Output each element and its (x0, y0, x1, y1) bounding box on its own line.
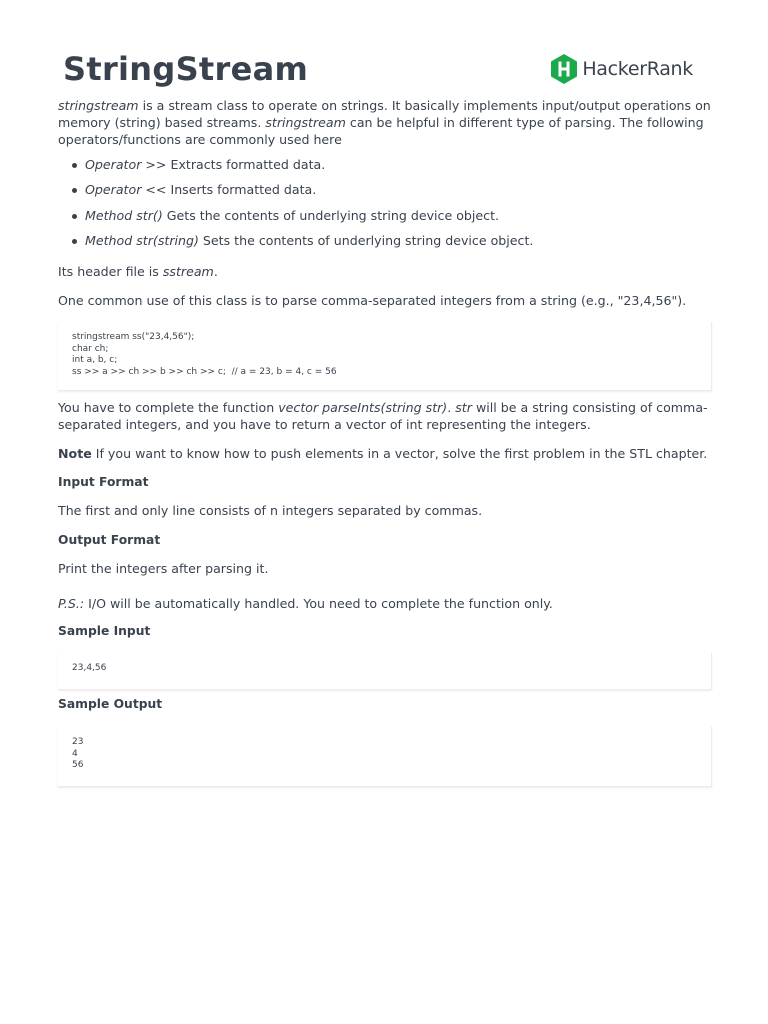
list-item-term: Method str() (85, 207, 163, 223)
output-format-text: Print the integers after parsing it. (58, 561, 269, 576)
intro-paragraph (58, 97, 711, 148)
intro-text-1: is a stream class to operate on strings. It basically implements input/output operations on memory (string) based streams. (58, 98, 711, 130)
task-function: vector parseInts(string str) (278, 400, 448, 415)
sample-input-heading: Sample Input (58, 624, 151, 638)
list-item-desc: Extracts formatted data. (166, 157, 326, 172)
list-item (85, 156, 711, 181)
task-text-2: . (447, 400, 456, 415)
logo-text: HackerRank (582, 58, 693, 80)
list-item-desc: Sets the contents of underlying string device object. (198, 232, 534, 248)
sample-output-code: 23 4 56 (58, 727, 712, 787)
list-item-term: Method str(string) (85, 232, 199, 248)
task-paragraph (58, 399, 711, 433)
hackerrank-logo[interactable] (549, 53, 693, 85)
list-item-desc: Inserts formatted data. (166, 182, 317, 198)
header-file-name: sstream (162, 264, 214, 279)
task-param: str (455, 400, 472, 415)
problem-page (58, 0, 711, 771)
ps-paragraph (58, 595, 711, 612)
sample-output-heading: Sample Output (58, 697, 163, 711)
list-item-term: Operator >> (85, 157, 167, 172)
list-item (85, 181, 711, 206)
code-example: stringstream ss("23,4,56"); char ch; int a, b, c; ss >> a >> ch >> b >> ch >> c; // a = 23, b = 4, c = 56 (58, 322, 712, 391)
intro-section (58, 97, 711, 257)
task-text-3: will be a string consisting of comma-separated integers, and you have to return a vector of int representing the integers. (58, 400, 708, 432)
page-title: StringStream (63, 50, 309, 88)
hackerrank-hexagon-icon (549, 53, 579, 85)
input-format-heading: Input Format (58, 475, 149, 489)
ps-text: I/O will be automatically handled. You need to complete the function only. (84, 596, 553, 611)
page-header (58, 0, 711, 98)
note-label: Note (58, 446, 92, 461)
header-file-paragraph (58, 263, 711, 280)
list-item (85, 232, 711, 257)
intro-text-2: can be helpful in different type of parsing. The following operators/functions are commonly used here (58, 115, 704, 147)
header-file-end: . (213, 264, 218, 279)
input-format-text: The first and only line consists of n integers separated by commas. (58, 503, 483, 518)
common-use-paragraph: One common use of this class is to parse comma-separated integers from a string (e.g., "23,4,56"). (58, 293, 687, 308)
sample-input-code: 23,4,56 (58, 653, 712, 690)
note-text: If you want to know how to push elements in a vector, solve the first problem in the STL chapter. (91, 446, 708, 461)
output-format-heading: Output Format (58, 533, 161, 547)
intro-term-2: stringstream (265, 115, 346, 130)
list-item (85, 207, 711, 232)
intro-term-1: stringstream (58, 98, 139, 113)
ps-label: P.S.: (58, 596, 85, 611)
task-text-1: You have to complete the function (58, 400, 279, 415)
list-item-desc: Gets the contents of underlying string device object. (162, 207, 500, 223)
header-file-text: Its header file is (58, 264, 163, 279)
list-item-term: Operator << (85, 182, 167, 198)
operator-list (58, 156, 711, 257)
note-paragraph (58, 445, 711, 462)
